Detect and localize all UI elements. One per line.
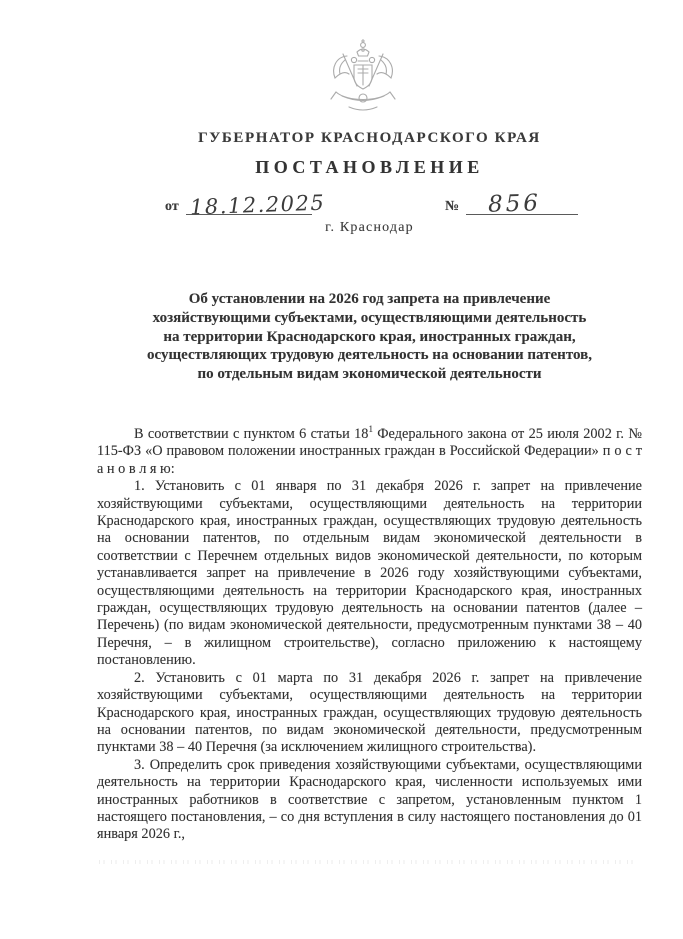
paragraph-2: 2. Установить с 01 марта по 31 декабря 2026 г. запрет на привлечение хозяйствующими субъектами, осуществляющими деятельность на территории Краснодарского края, иностранных граждан, осуществляющих трудовую деятельность на основании патентов, по видам экономической деятельности, предусмотренным пунктами 38 – 40 Перечня (за исключением жилищного строительства). [97,669,642,756]
city-line: г. Краснодар [325,220,414,235]
body-text [97,426,642,844]
title-line: на территории Краснодарского края, иностранных граждан, [163,328,576,345]
number-label: № [445,199,460,214]
handwritten-number: 856 [487,190,542,218]
date-label: от [165,199,179,214]
paragraph-1: 1. Установить с 01 января по 31 декабря 2026 г. запрет на привлечение хозяйствующими субъектами, осуществляющими деятельность на территории Краснодарского края, иностранных граждан, осуществляющих трудовую деятельность на основании патентов, по отдельным видам экономической деятельности в соответствии с Перечнем отдельных видов экономической деятельности, по которым устанавливается запрет на привлечение в 2026 году хозяйствующими субъектами, осуществляющими деятельность на территории Краснодарского края, иностранных граждан, осуществляющих трудовую деятельность на основании патентов (далее – Перечень) (по видам экономической деятельности, предусмотренным пунктами 38 – 40 Перечня, – в жилищном строительстве), согласно приложению к настоящему постановлению. [97,478,642,669]
scan-artifact [99,860,639,864]
paragraph-3: 3. Определить срок приведения хозяйствующими субъектами, осуществляющими деятельность на территории Краснодарского края, численности используемых ими иностранных работников в соответствие с запретом, установленным пунктом 1 настоящего постановления, – со дня вступления в силу настоящего постановления до 01 января 2026 г., [97,756,642,843]
intro-part1: В соответствии с пунктом 6 статьи 18 [134,426,369,442]
document-type-heading: ПОСТАНОВЛЕНИЕ [255,157,484,177]
date-group [165,190,326,220]
intro-part2: Федерального закона от 25 июля 2002 г. № 115-ФЗ «О правовом положении иностранных граждан в Российской Федерации» [97,426,642,460]
handwritten-date: 18.12.2025 [189,190,326,220]
title-line: хозяйствующими субъектами, осуществляющими деятельность [152,309,587,326]
number-group [445,190,578,218]
number-blank-line [466,190,578,218]
title-line: Об установлении на 2026 год запрета на привлечение [188,291,551,307]
intro-paragraph [97,426,642,478]
title-line: по отдельным видам экономической деятельности [197,366,542,383]
document-title [97,290,642,384]
date-blank-line [186,190,326,220]
intro-superscript: 1 [368,424,373,435]
org-name: ГУБЕРНАТОР КРАСНОДАРСКОГО КРАЯ [198,130,541,146]
title-line: осуществляющих трудовую деятельность на основании патентов, [147,347,592,364]
resolve-word: п о с т а н о в л я ю: [97,443,642,477]
krasnodar-krai-coat-of-arms-icon [321,38,405,114]
date-number-row [97,190,642,220]
